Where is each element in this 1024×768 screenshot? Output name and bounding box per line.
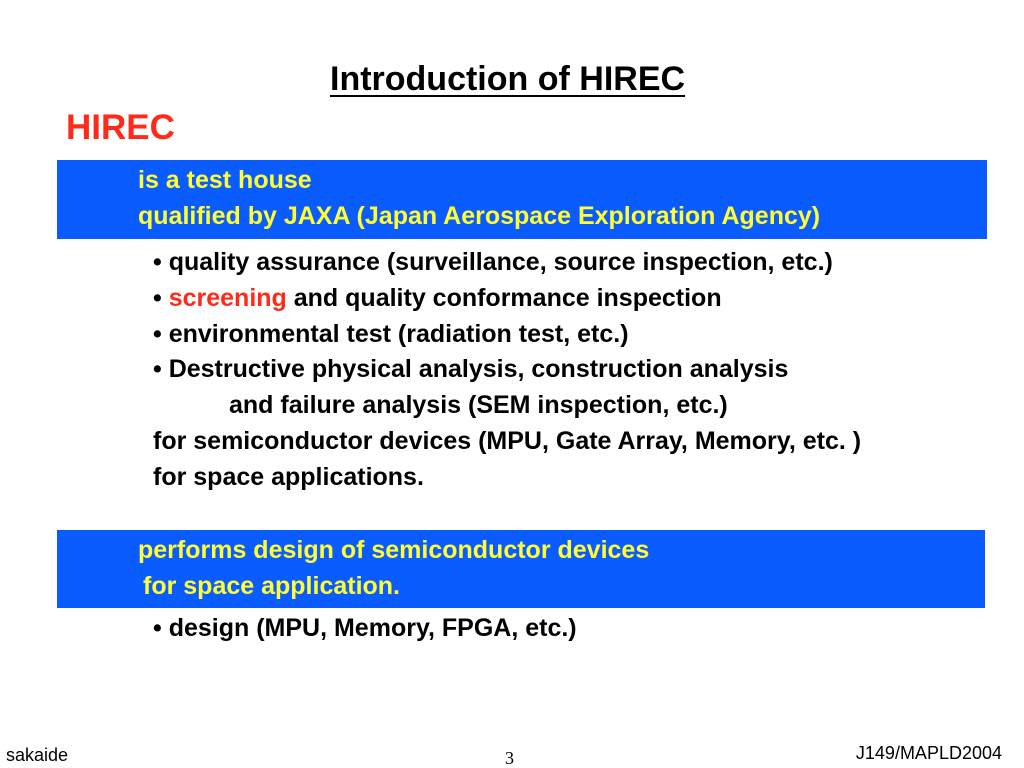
footer-conference: J149/MAPLD2004 — [855, 743, 1002, 763]
screening-highlight: screening — [168, 283, 287, 312]
jaxa-qualification-line: qualified by JAXA (Japan Aerospace Exploration Agency) — [138, 202, 821, 230]
page-number: 3 — [505, 748, 514, 768]
list-item: • Destructive physical analysis, construction analysis — [153, 355, 789, 384]
scope-line: for semiconductor devices (MPU, Gate Array, Memory, etc. ) — [153, 426, 862, 455]
design-item: • design (MPU, Memory, FPGA, etc.) — [153, 614, 577, 642]
list-item: • quality assurance (surveillance, source inspection, etc.) — [153, 248, 833, 276]
footer-author: sakaide — [6, 745, 69, 765]
design-band — [57, 530, 985, 608]
list-item-continuation: and failure analysis (SEM inspection, etc.) — [229, 391, 728, 420]
list-item: • environmental test (radiation test, etc.) — [153, 319, 629, 348]
slide-title: Introduction of HIREC — [330, 60, 686, 98]
hirec-heading: HIREC — [66, 108, 175, 147]
design-services-line: performs design of semiconductor devices — [138, 536, 650, 564]
space-application-line: for space application. — [143, 572, 401, 600]
bullet-glyph: • — [153, 283, 169, 312]
list-item — [153, 281, 861, 317]
scope-line: for space applications. — [153, 462, 424, 491]
test-house-line: is a test house — [138, 166, 312, 194]
test-house-band — [57, 160, 987, 239]
list-item-text: and quality conformance inspection — [286, 283, 722, 312]
services-list — [153, 245, 861, 496]
